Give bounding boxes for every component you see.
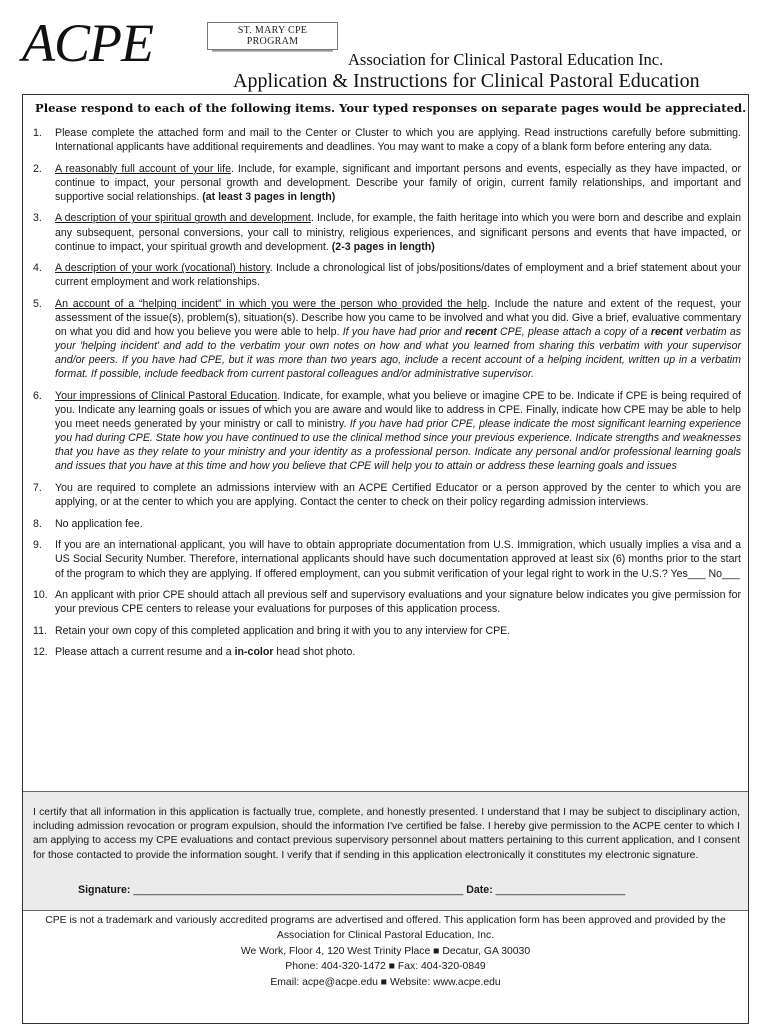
certification-box	[23, 791, 748, 911]
item-number: 8.	[33, 517, 42, 530]
item-heading: A description of your spiritual growth and development	[55, 212, 311, 225]
signature-row	[78, 884, 625, 896]
signature-field[interactable]: ________________________________________________________	[133, 884, 464, 896]
item-heading: A reasonably full account of your life	[55, 162, 231, 175]
organization-name: Association for Clinical Pastoral Education Inc.	[348, 50, 664, 69]
item-text: Please complete the attached form and mail to the Center or Cluster to which you are applying. Read instructions carefully before submitting. International applicants have additional requirements and deadlines. You may want to make a copy of a blank form before entering any data.	[55, 127, 741, 154]
footer	[30, 913, 741, 990]
item-number: 5.	[33, 297, 42, 310]
program-name: ST. MARY CPE PROGRAM	[237, 25, 308, 47]
email-website: Email: acpe@acpe.edu ■ Website: www.acpe.edu	[270, 976, 501, 988]
list-item	[33, 162, 741, 204]
trademark-notice: CPE is not a trademark and variously accredited programs are advertised and offered. This application form has been approved and provided by the Association for Clinical Pastoral Education, Inc.	[45, 915, 726, 942]
item-number: 6.	[33, 390, 42, 402]
item-text: Your impressions of Clinical Pastoral Education. Indicate, for example, what you believe or imagine CPE to be. Indicate if CPE is being required of you. Indicate any learning goals or issues of which you are aware and would like to address in CPE. Finally, indicate how CPE may be able to help you meet needs generated by your ministry or call to ministry. If you have had prior CPE, please indicate the most significant learning experience you had during CPE. State how you have continued to use the clinical method since your previous experience. Indicate strengths and weaknesses that you have as they relate to your ministry and your identity as a professional person. Indicate any personal and/or professional learning goals and issues that you have at this time and how you believe that CPE will help you to attain or address these learning goals and issues	[55, 390, 741, 473]
address: We Work, Floor 4, 120 West Trinity Place ■ Decatur, GA 30030	[240, 945, 531, 957]
item-number: 1.	[33, 127, 42, 139]
list-item	[33, 645, 741, 659]
item-text: An account of a “helping incident” in which you were the person who provided the help. Include the nature and extent of the request, your assessment of the issue(s), problem(s), situation(s). Describe how you came to be involved and what you did. Give a brief, evaluative commentary on what you did and how you believe you were able to help. If you have had prior and recent CPE, please attach a copy of a recent verbatim as your 'helping incident' and add to the verbatim your own notes on how and what you learned from sharing this verbatim with your supervisor and/or peers. If you have had CPE, but it was more than two years ago, include a recent account of a helping incident, written up in a verbatim format. If possible, include feedback from current pastoral colleagues and/or administrative supervisor.	[55, 297, 742, 381]
item-number: 10.	[33, 589, 48, 602]
item-text: If you are an international applicant, you will have to obtain appropriate documentation from U.S. Immigration, which usually implies a visa and a US Social Security Number. Therefore, international applicants should have such documentation approved at least six (6) months prior to the start of the program to which they are applying. If offered employment, can you submit verification of your legal right to work in the U.S.? Yes___ No___	[55, 539, 741, 580]
date-label: Date:	[466, 884, 493, 896]
item-heading: Your impressions of Clinical Pastoral Education	[55, 390, 278, 402]
list-item	[33, 389, 741, 474]
item-heading: An account of a “helping incident” in which you were the person who provided the help	[55, 297, 487, 310]
item-number: 3.	[33, 212, 42, 225]
item-text: An applicant with prior CPE should attach all previous self and supervisory evaluations and your signature below indicates you give permission for your previous CPE centers to release your evaluations for purposes of this application process.	[55, 589, 741, 616]
list-item	[33, 517, 741, 531]
list-item	[33, 126, 741, 154]
acpe-logo: ACPE	[22, 13, 153, 73]
header	[0, 0, 770, 96]
item-text: No application fee.	[55, 517, 143, 530]
item-text: Retain your own copy of this completed application and bring it with you to any interview for CPE.	[55, 624, 511, 637]
intro-instruction: Please respond to each of the following items. Your typed responses on separate pages would be appreciated.	[35, 101, 747, 115]
item-number: 9.	[33, 539, 42, 552]
item-number: 12.	[33, 646, 48, 659]
item-number: 2.	[33, 162, 42, 175]
list-item	[33, 261, 741, 289]
item-text: Please attach a current resume and a in-color head shot photo.	[55, 646, 356, 659]
program-badge-rule	[212, 50, 333, 52]
list-item	[33, 211, 741, 253]
list-item	[33, 588, 741, 616]
list-item	[33, 481, 741, 509]
item-text: A reasonably full account of your life. Include, for example, significant and important persons and events, especially as they have impacted, or continue to impact, your personal growth and development. Describe your family of origin, current family relationships, and important and supportive social relationships. (at least 3 pages in length)	[55, 162, 741, 203]
item-text: A description of your work (vocational) history. Include a chronological list of jobs/positions/dates of employment and a brief statement about your current employment and work relationships.	[55, 262, 742, 289]
page-title: Application & Instructions for Clinical Pastoral Education	[233, 70, 700, 92]
item-number: 7.	[33, 482, 42, 495]
item-number: 11.	[33, 624, 47, 637]
certification-statement: I certify that all information in this application is factually true, complete, and honestly presented. I understand that I may be subject to disciplinary action, including admission revocation or program expulsion, should the information I've certified be false. I hereby give permission to the ACPE center to which I am applying to access my CPE evaluations and contact previous supervisory personnel about matters pertaining to this current application, and I consent for those contacted to provide the information sought. I verify that if sending in this application electronically it constitutes my electronic signature.	[33, 807, 740, 861]
phone-fax: Phone: 404-320-1472 ■ Fax: 404-320-0849	[285, 961, 486, 973]
item-number: 4.	[33, 262, 42, 275]
list-item	[33, 297, 741, 382]
instruction-list	[33, 126, 741, 667]
date-field[interactable]: ______________________	[495, 884, 626, 896]
list-item	[33, 538, 741, 580]
list-item	[33, 624, 741, 638]
program-badge	[207, 22, 338, 50]
item-text: You are required to complete an admissions interview with an ACPE Certified Educator or a person approved by the center to which you are applying, or at the center to which you are applying. Contact the center to check on their policy regarding admission interviews.	[55, 482, 741, 509]
item-heading: A description of your work (vocational) history	[55, 262, 270, 275]
item-text: A description of your spiritual growth and development. Include, for example, the faith heritage into which you were born and describe and explain any subsequent, personal conversions, your call to ministry, religious experiences, and significant persons and events that have impacted, or continue to impact, your spiritual growth and development. (2-3 pages in length)	[55, 212, 741, 253]
signature-label: Signature:	[78, 884, 131, 896]
